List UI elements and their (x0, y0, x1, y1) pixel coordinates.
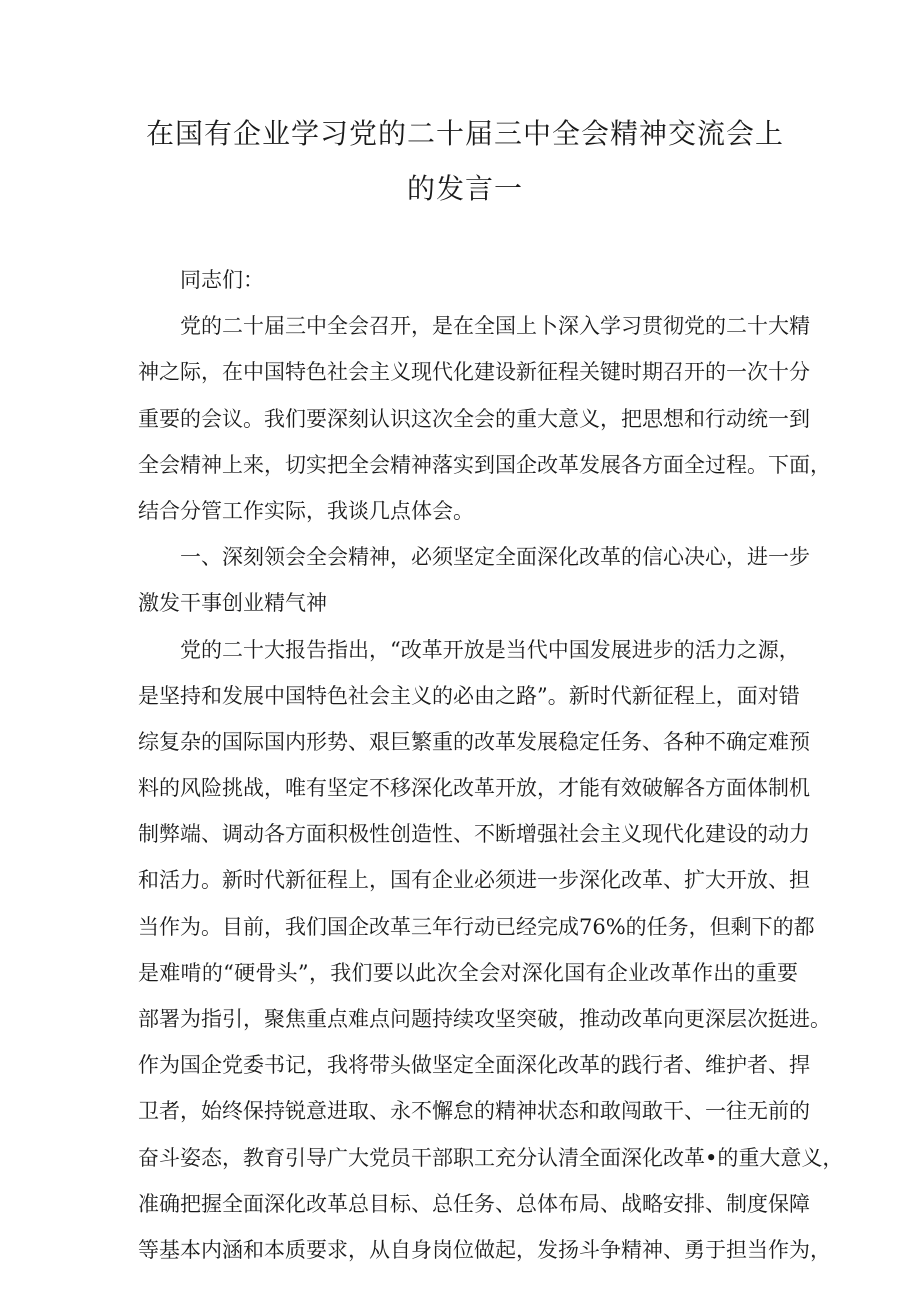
paragraph-2-line-3: 综复杂的国际国内形势、艰巨繁重的改革发展稳定任务、各种不确定难预 (138, 729, 810, 754)
paragraph-2-line-10: 作为国企党委书记，我将带头做坚定全面深化改革的践行者、维护者、捍 (138, 1053, 810, 1078)
paragraph-1-line-4: 全会精神上来，切实把全会精神落实到国企改革发展各方面全过程。下面， (138, 452, 831, 477)
paragraph-2-line-7: 当作为。目前，我们国企改革三年行动已经完成76%的任务，但剩下的都 (138, 914, 815, 939)
paragraph-2-line-11: 卫者，始终保持锐意进取、永不懈怠的精神状态和敢闯敢干、一往无前的 (138, 1099, 810, 1124)
document-body (138, 257, 844, 1273)
paragraph-2-line-9: 部署为指引，聚焦重点难点问题持续攻坚突破，推动改革向更深层次挺进。 (138, 1007, 831, 1031)
paragraph-2-line-6: 和活力。新时代新征程上，国有企业必须进一步深化改革、扩大开放、担 (138, 868, 810, 893)
paragraph-2-line-1: 党的二十大报告指出，“改革开放是当代中国发展进步的活力之源， (180, 637, 800, 662)
paragraph-2-line-5: 制弊端、调动各方面积极性创造性、不断增强社会主义现代化建设的动力 (138, 822, 810, 847)
paragraph-2-line-2: 是坚持和发展中国特色社会主义的必由之路”。新时代新征程上，面对错 (138, 683, 800, 708)
document-title (120, 106, 810, 216)
title-line-1: 在国有企业学习党的二十届三中全会精神交流会上 (145, 117, 784, 150)
paragraph-2-line-12: 奋斗姿态，教育引导广大党员干部职工充分认清全面深化改革•的重大意义， (138, 1145, 844, 1170)
section-1-heading-line-1: 一、深刻领会全会精神，必须坚定全面深化改革的信心决心，进一步 (180, 545, 810, 570)
paragraph-2-line-14: 等基本内涵和本质要求，从自身岗位做起，发扬斗争精神、勇于担当作为， (138, 1237, 831, 1262)
paragraph-1-line-1: 党的二十届三中全会召开，是在全国上卜深入学习贯彻党的二十大精 (180, 314, 810, 339)
paragraph-2-line-4: 料的风险挑战，唯有坚定不移深化改革开放，才能有效破解各方面体制机 (138, 776, 810, 801)
paragraph-2-line-13: 准确把握全面深化改革总目标、总任务、总体布局、战略安排、制度保障 (138, 1191, 810, 1216)
paragraph-1-line-2: 神之际，在中国特色社会主义现代化建设新征程关键时期召开的一次十分 (138, 360, 810, 385)
paragraph-2-line-8: 是难啃的“硬骨头”，我们要以此次全会对深化国有企业改革作出的重要 (138, 960, 798, 985)
title-line-2: 的发言一 (406, 172, 523, 205)
paragraph-1-line-5: 结合分管工作实际，我谈几点体会。 (138, 498, 474, 523)
salutation: 同志们： (180, 268, 264, 292)
section-1-heading-line-2: 激发干事创业精气神 (138, 591, 327, 616)
paragraph-1-line-3: 重要的会议。我们要深刻认识这次全会的重大意义，把思想和行动统一到 (138, 406, 810, 431)
